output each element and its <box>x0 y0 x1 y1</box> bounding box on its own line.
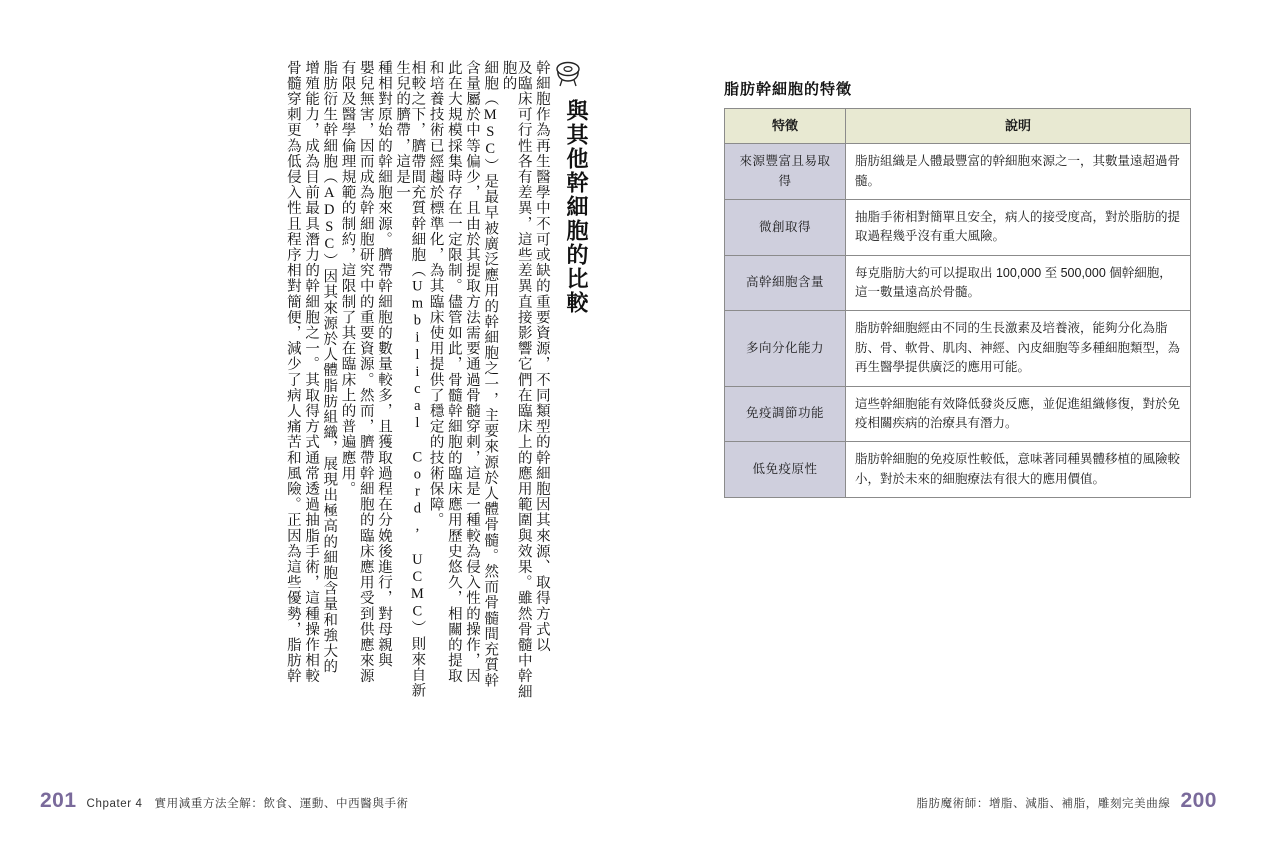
table-row <box>725 386 1191 442</box>
body-column: 相較之下，臍帶間充質幹細胞（Umbilical Cord, UCMC）則來自新生兒的臍帶，這是一 <box>394 60 426 699</box>
page-number-left: 201 <box>40 789 77 812</box>
cell-feature: 高幹細胞含量 <box>725 255 846 311</box>
table-body <box>725 144 1191 498</box>
left-page-body-text <box>72 60 592 740</box>
body-column: 嬰兒無害，因而成為幹細胞研究中的重要資源。然而，臍帶幹細胞的臨床應用受到供應來源 <box>357 60 374 684</box>
table-row <box>725 255 1191 311</box>
cell-description: 每克脂肪大約可以提取出 100,000 至 500,000 個幹細胞，這一數量遠高於骨髓。 <box>846 255 1191 311</box>
cell-feature: 低免疫原性 <box>725 442 846 498</box>
cell-description: 這些幹細胞能有效降低發炎反應，並促進組織修復，對於免疫相關疾病的治療具有潛力。 <box>846 386 1191 442</box>
table-row <box>725 311 1191 386</box>
table-head <box>725 109 1191 144</box>
body-column: 含量屬於中等偏少，且由於其提取方法需要通過骨髓穿刺，這是一種較為侵入性的操作，因 <box>464 60 481 684</box>
right-page-footer <box>916 789 1217 813</box>
cell-feature: 多向分化能力 <box>725 311 846 386</box>
stem-cell-sketch-icon <box>553 60 587 93</box>
table-row <box>725 144 1191 200</box>
body-column: 種相對原始的幹細胞來源。臍帶幹細胞的數量較多，且獲取過程在分娩後進行，對母親與 <box>375 60 392 669</box>
cell-feature: 免疫調節功能 <box>725 386 846 442</box>
cell-feature: 來源豐富且易取得 <box>725 144 846 200</box>
stem-cell-feature-table <box>724 108 1191 498</box>
table-row <box>725 199 1191 255</box>
body-column: 細胞（MSC）是最早被廣泛應用的幹細胞之一，主要來源於人體骨髓。然而骨髓間充質幹 <box>482 60 499 689</box>
left-page-heading-block <box>549 60 592 399</box>
cell-description: 脂肪幹細胞的免疫原性較低，意味著同種異體移植的風險較小，對於未來的細胞療法有很大的應用價值。 <box>846 442 1191 498</box>
cell-description: 脂肪幹細胞經由不同的生長激素及培養液，能夠分化為脂肪、骨、軟骨、肌肉、神經、內皮細胞等多種細胞類型，為再生醫學提供廣泛的應用可能。 <box>846 311 1191 386</box>
left-page-heading: 與其他幹細胞的比較 <box>564 99 589 315</box>
table-row <box>725 442 1191 498</box>
cell-description: 抽脂手術相對簡單且安全，病人的接受度高，對於脂肪的提取過程幾乎沒有重大風險。 <box>846 199 1191 255</box>
left-page <box>0 0 632 851</box>
body-column: 有限及醫學倫理規範的制約，這限制了其在臨床上的普遍應用。 <box>339 60 356 497</box>
page-number-right: 200 <box>1180 789 1217 812</box>
body-column: 此在大規模採集時存在一定限制。儘管如此，骨髓幹細胞的臨床應用歷史悠久，相關的提取 <box>445 60 462 684</box>
body-column: 骨髓穿刺更為低侵入性且程序相對簡便，減少了病人痛苦和風險。正因為這些優勢，脂肪幹 <box>284 60 301 684</box>
running-head-right: 脂肪魔術師：增脂、減脂、補脂，雕刻完美曲線 <box>916 798 1171 810</box>
body-column: 幹細胞作為再生醫學中不可或缺的重要資源，不同類型的幹細胞因其來源、取得方式以 <box>533 60 550 653</box>
left-page-footer <box>40 789 409 813</box>
cell-feature: 微創取得 <box>725 199 846 255</box>
table-title: 脂肪幹細胞的特徵 <box>724 81 853 98</box>
body-column: 和培養技術已經趨於標準化，為其臨床使用提供了穩定的技術保障。 <box>427 60 444 528</box>
body-column: 及臨床可行性各有差異，這些差異直接影響它們在臨床上的應用範圍與效果。雖然骨髓中幹細胞的 <box>500 60 532 700</box>
cell-description: 脂肪組織是人體最豐富的幹細胞來源之一，其數量遠超過骨髓。 <box>846 144 1191 200</box>
table-header-row <box>725 109 1191 144</box>
right-page <box>632 0 1265 851</box>
running-head-left: Chpater 4 實用減重方法全解：飲食、運動、中西醫與手術 <box>86 798 409 810</box>
table-header-feature: 特徵 <box>725 109 846 144</box>
body-column: 增殖能力，成為目前最具潛力的幹細胞之一。其取得方式通常透過抽脂手術，這種操作相較 <box>303 60 320 684</box>
table-header-description: 說明 <box>846 109 1191 144</box>
body-column: 脂肪衍生幹細胞（ADSC）因其來源於人體脂肪組織，展現出極高的細胞含量和強大的 <box>321 60 338 675</box>
